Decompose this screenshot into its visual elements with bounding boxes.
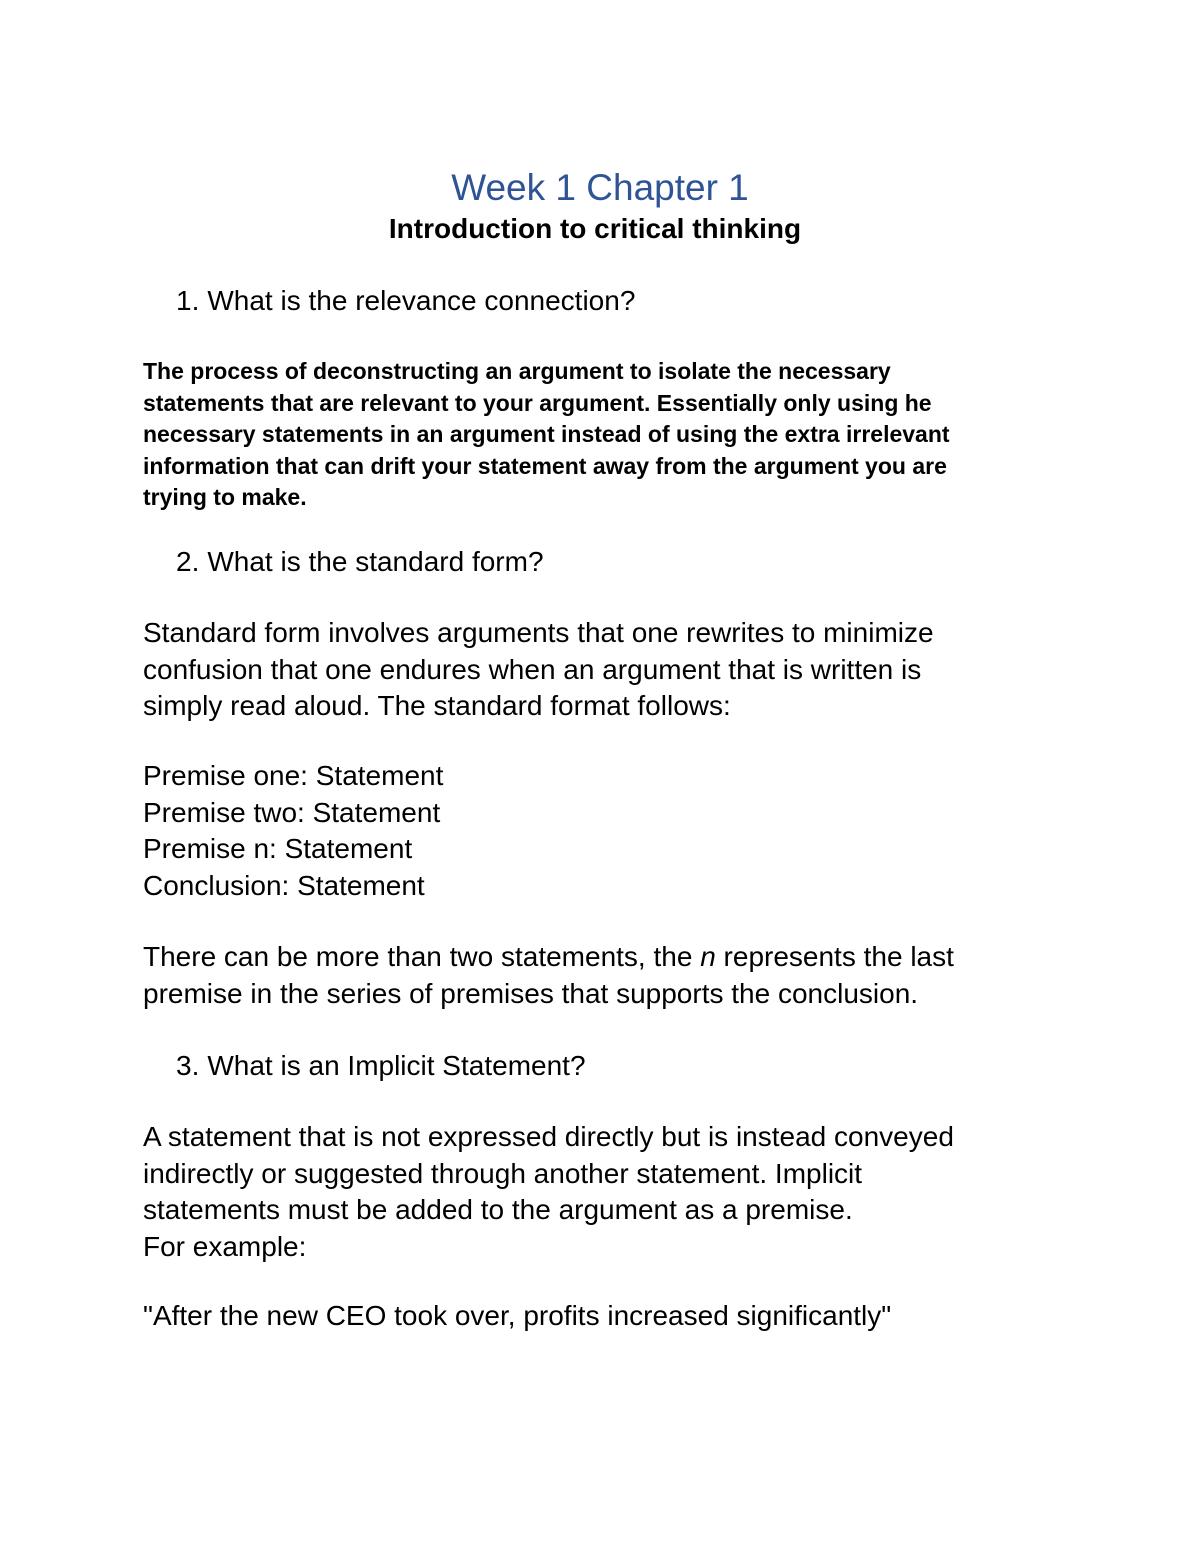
note-line-1-end: represents the last [715, 941, 954, 972]
standard-format-list [143, 758, 1083, 904]
document-subtitle: Introduction to critical thinking [388, 213, 802, 244]
answer-1-line: trying to make. [143, 484, 307, 510]
answer-1-line: necessary statements in an argument instead of using the extra irrelevant [143, 421, 950, 447]
answer-2-line: confusion that one endures when an argument that is written is [143, 653, 922, 685]
example-quote-text: "After the new CEO took over, profits increased significantly" [143, 1300, 892, 1331]
question-3-number: 3. [176, 1050, 200, 1081]
answer-3-line: A statement that is not expressed directly but is instead conveyed [143, 1121, 954, 1152]
answer-1-line: statements that are relevant to your argument. Essentially only using he [143, 389, 932, 416]
format-line: Premise two: Statement [143, 796, 441, 828]
format-line: Premise one: Statement [143, 760, 444, 791]
question-2-text: What is the standard form? [207, 546, 544, 577]
note-line-2: premise in the series of premises that supports the conclusion. [143, 977, 919, 1009]
note-line-1 [143, 939, 1083, 976]
question-2-number: 2. [176, 546, 200, 577]
answer-3-line: For example: [143, 1230, 307, 1262]
question-1-number: 1. [176, 285, 200, 316]
note-italic-n: n [700, 941, 716, 972]
document-title: Week 1 Chapter 1 [451, 167, 749, 208]
answer-2-line: Standard form involves arguments that one rewrites to minimize [143, 617, 934, 648]
standard-form-note [143, 939, 1083, 1012]
answer-1 [143, 356, 1063, 514]
question-3-text: What is an Implicit Statement? [207, 1050, 586, 1081]
format-line: Premise n: Statement [143, 833, 413, 864]
question-3 [176, 1048, 586, 1084]
example-quote [143, 1298, 1083, 1335]
answer-2 [143, 615, 1083, 725]
question-1-text: What is the relevance connection? [207, 285, 636, 316]
answer-3-line: indirectly or suggested through another statement. Implicit [143, 1157, 863, 1189]
note-line-1-start: There can be more than two statements, the [143, 941, 701, 972]
format-line: Conclusion: Statement [143, 869, 425, 901]
answer-3 [143, 1119, 1083, 1265]
answer-2-line: simply read aloud. The standard format follows: [143, 690, 731, 721]
answer-1-line: information that can drift your statement away from the argument you are [143, 452, 947, 479]
answer-3-line: statements must be added to the argument as a premise. [143, 1194, 853, 1225]
answer-1-line: The process of deconstructing an argument to isolate the necessary [143, 358, 891, 384]
question-2 [176, 544, 544, 580]
question-1 [176, 283, 635, 319]
